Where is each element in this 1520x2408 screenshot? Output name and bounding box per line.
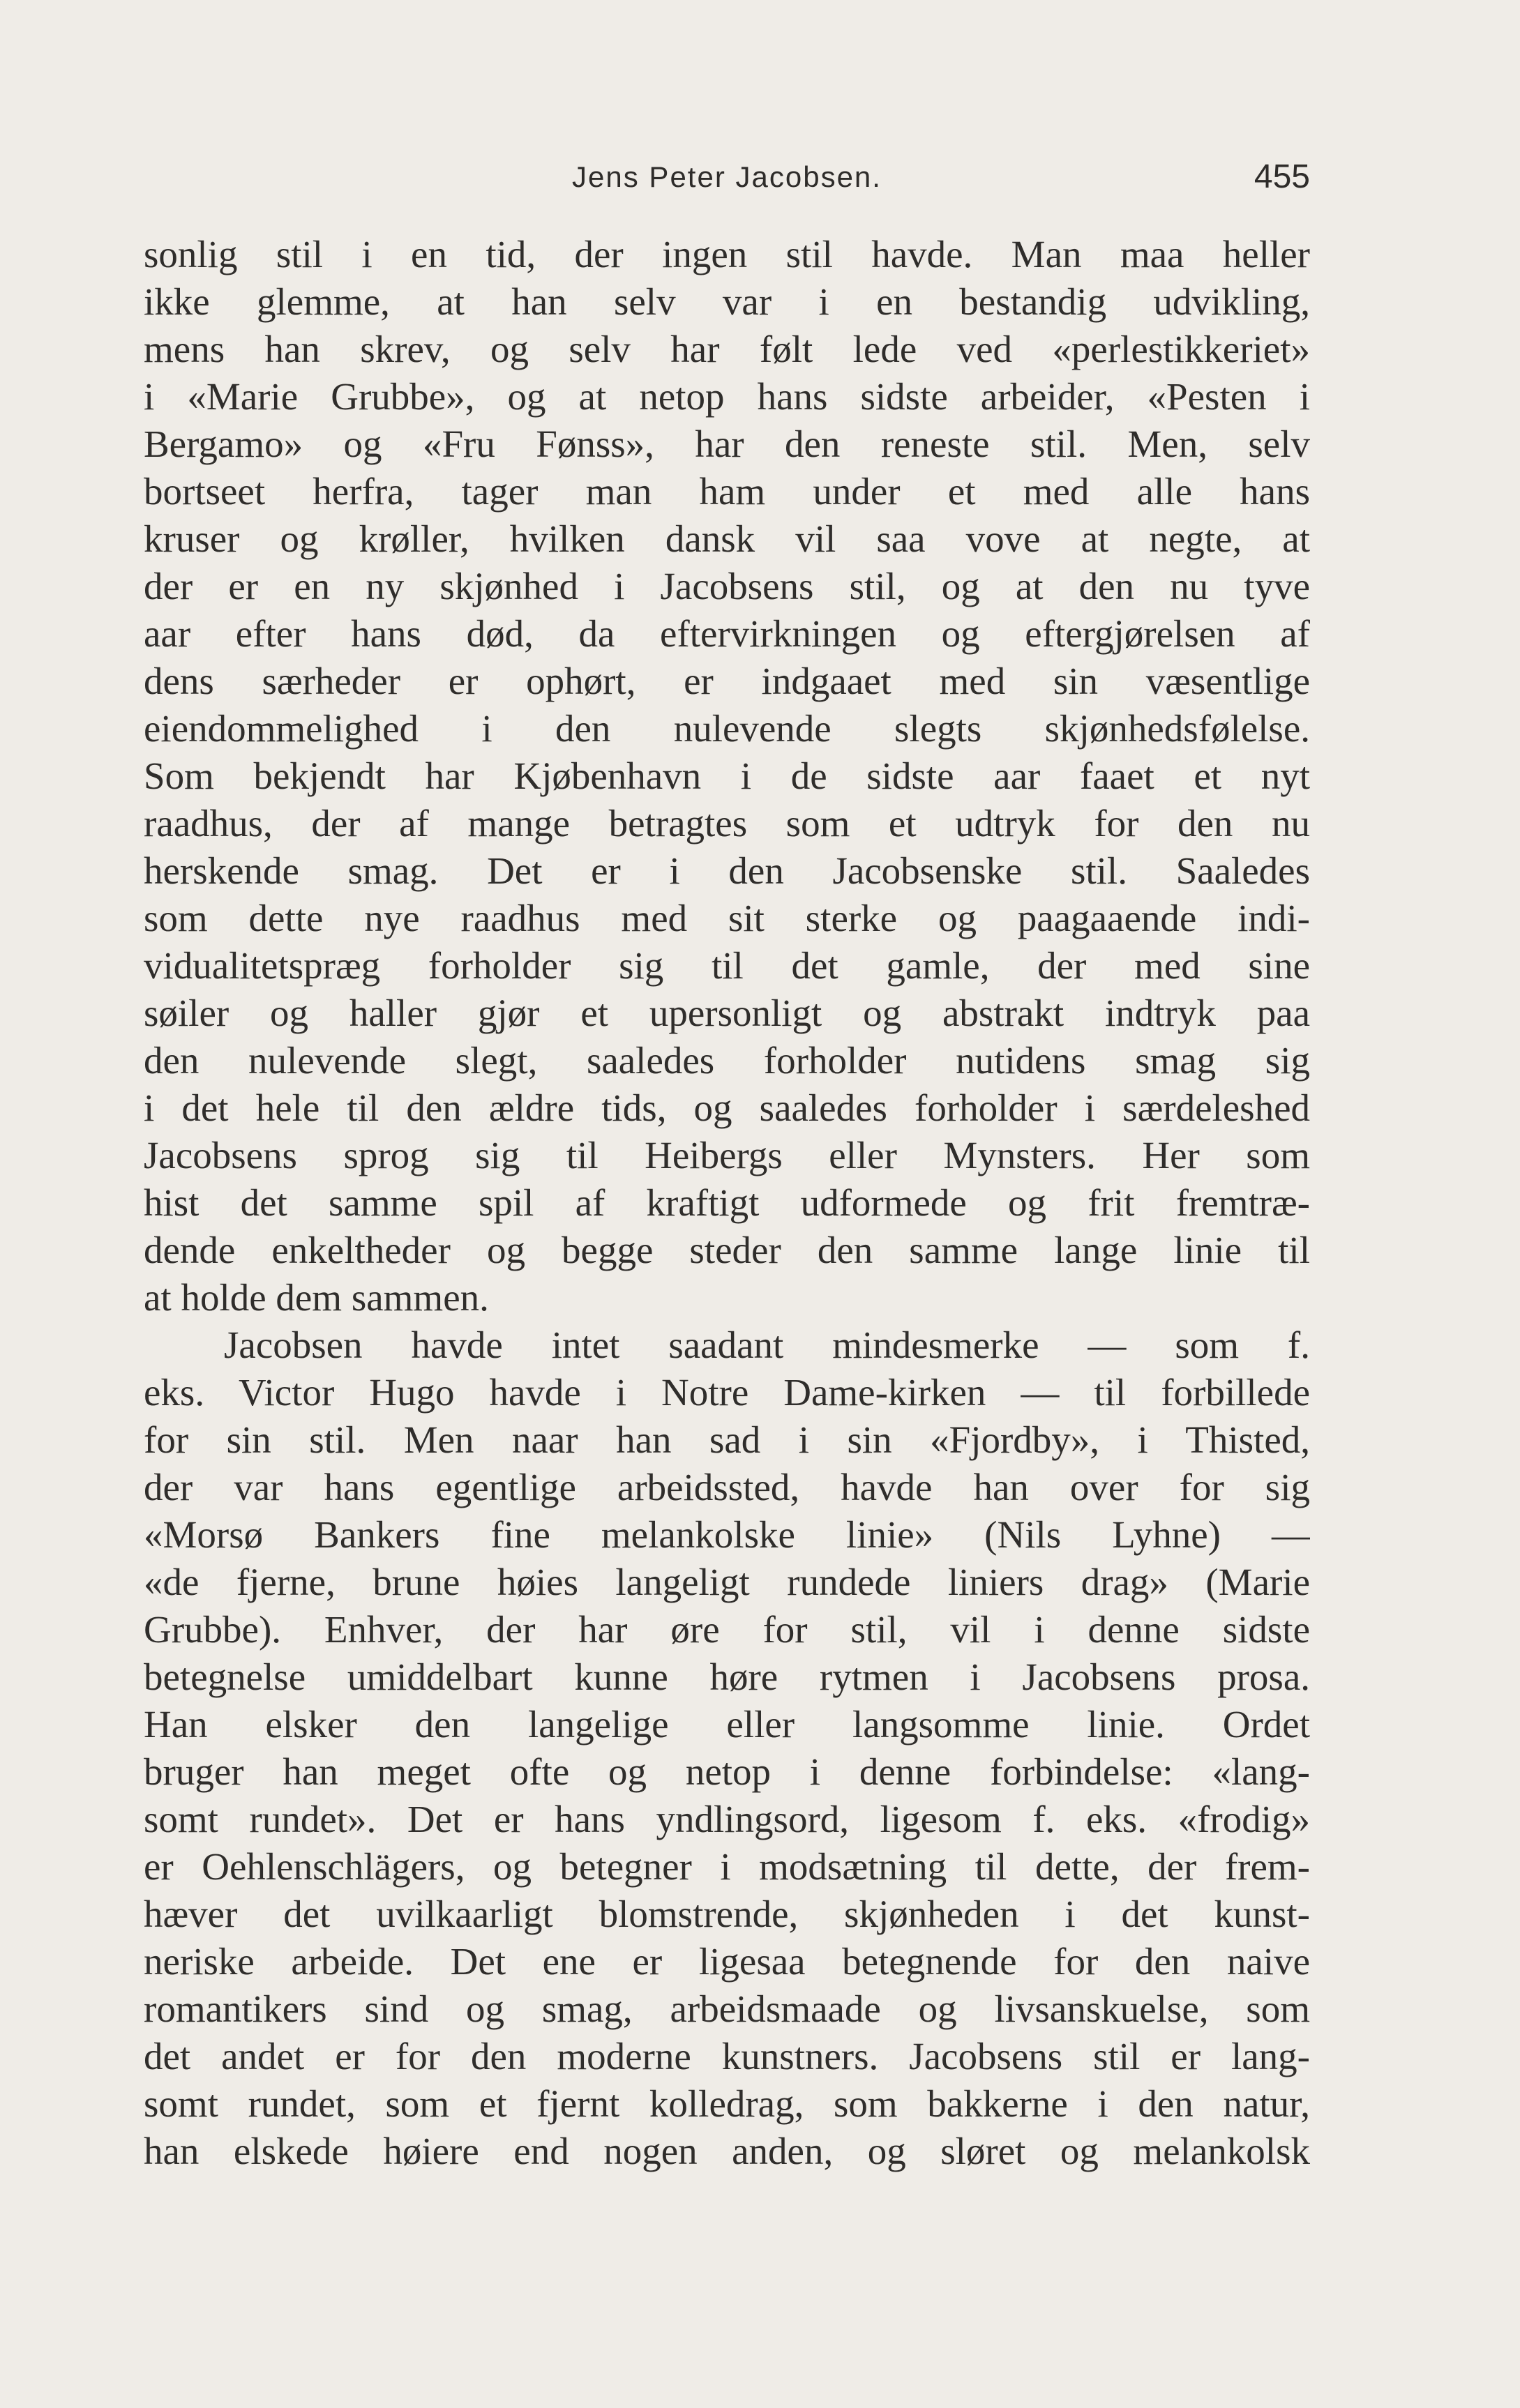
text-line: han elskede høiere end nogen anden, og sløret og melankolsk <box>144 2130 1310 2172</box>
text-line: «Morsø Bankers fine melankolske linie» (Nils Lyhne) — <box>144 1513 1310 1556</box>
paragraph-end-line: at holde dem sammen. <box>144 1276 489 1319</box>
text-line: der er en ny skjønhed i Jacobsens stil, og at den nu tyve <box>144 565 1310 607</box>
text-line: kruser og krøller, hvilken dansk vil saa vove at negte, at <box>144 517 1310 560</box>
text-line: «de fjerne, brune høies langeligt rundede liniers drag» (Marie <box>144 1561 1310 1603</box>
text-line: det andet er for den moderne kunstners. Jacobsens stil er lang- <box>144 2035 1310 2077</box>
text-line: romantikers sind og smag, arbeidsmaade og livsanskuelse, som <box>144 1987 1310 2030</box>
text-line: eiendommelighed i den nulevende slegts skjønhedsfølelse. <box>144 707 1310 750</box>
text-line: eks. Victor Hugo havde i Notre Dame-kirken — til forbillede <box>144 1371 1310 1414</box>
text-line: er Oehlenschlägers, og betegner i modsætning til dette, der frem- <box>144 1845 1310 1888</box>
text-line: bortseet herfra, tager man ham under et med alle hans <box>144 470 1310 513</box>
running-title: Jens Peter Jacobsen. <box>572 160 882 193</box>
text-line: hæver det uvilkaarligt blomstrende, skjønheden i det kunst- <box>144 1893 1310 1935</box>
text-line: der var hans egentlige arbeidssted, havde han over for sig <box>144 1466 1310 1508</box>
text-line: raadhus, der af mange betragtes som et udtryk for den nu <box>144 802 1310 845</box>
text-line: hist det samme spil af kraftigt udformede og frit fremtræ- <box>144 1181 1310 1224</box>
text-line: Han elsker den langelige eller langsomme linie. Ordet <box>144 1703 1310 1746</box>
text-line: mens han skrev, og selv har følt lede ved «perlestikkeriet» <box>144 328 1310 370</box>
text-line: somt rundet». Det er hans yndlingsord, ligesom f. eks. «frodig» <box>144 1798 1310 1840</box>
text-line: bruger han meget ofte og netop i denne forbindelse: «lang- <box>144 1750 1310 1793</box>
text-line: i «Marie Grubbe», og at netop hans sidste arbeider, «Pesten i <box>144 375 1310 418</box>
text-line: aar efter hans død, da eftervirkningen og eftergjørelsen af <box>144 612 1310 655</box>
page-number: 455 <box>1254 158 1310 195</box>
text-line: neriske arbeide. Det ene er ligesaa betegnende for den naive <box>144 1940 1310 1983</box>
text-line: dende enkeltheder og begge steder den samme lange linie til <box>144 1229 1310 1271</box>
page-header <box>144 152 1310 201</box>
text-line: sonlig stil i en tid, der ingen stil havde. Man maa heller <box>144 233 1310 275</box>
text-line: Grubbe). Enhver, der har øre for stil, vil i denne sidste <box>144 1608 1310 1651</box>
text-line: som dette nye raadhus med sit sterke og paagaaende indi- <box>144 897 1310 939</box>
text-line: Bergamo» og «Fru Fønss», har den reneste stil. Men, selv <box>144 423 1310 465</box>
text-line: for sin stil. Men naar han sad i sin «Fjordby», i Thisted, <box>144 1418 1310 1461</box>
text-line: somt rundet, som et fjernt kolledrag, som bakkerne i den natur, <box>144 2082 1310 2125</box>
text-line: søiler og haller gjør et upersonligt og abstrakt indtryk paa <box>144 992 1310 1034</box>
text-line: Jacobsens sprog sig til Heibergs eller Mynsters. Her som <box>144 1134 1310 1176</box>
text-line: vidualitetspræg forholder sig til det gamle, der med sine <box>144 944 1310 987</box>
paragraph-start-line: Jacobsen havde intet saadant mindesmerke — som f. <box>224 1324 1310 1366</box>
text-line: herskende smag. Det er i den Jacobsenske stil. Saaledes <box>144 849 1310 892</box>
text-line: ikke glemme, at han selv var i en bestandig udvikling, <box>144 280 1310 323</box>
body-text <box>144 231 1310 2175</box>
text-line: Som bekjendt har Kjøbenhavn i de sidste aar faaet et nyt <box>144 755 1310 797</box>
text-line: den nulevende slegt, saaledes forholder nutidens smag sig <box>144 1039 1310 1082</box>
text-line: dens særheder er ophørt, er indgaaet med sin væsentlige <box>144 660 1310 702</box>
text-line: i det hele til den ældre tids, og saaledes forholder i særdeleshed <box>144 1086 1310 1129</box>
text-line: betegnelse umiddelbart kunne høre rytmen i Jacobsens prosa. <box>144 1656 1310 1698</box>
